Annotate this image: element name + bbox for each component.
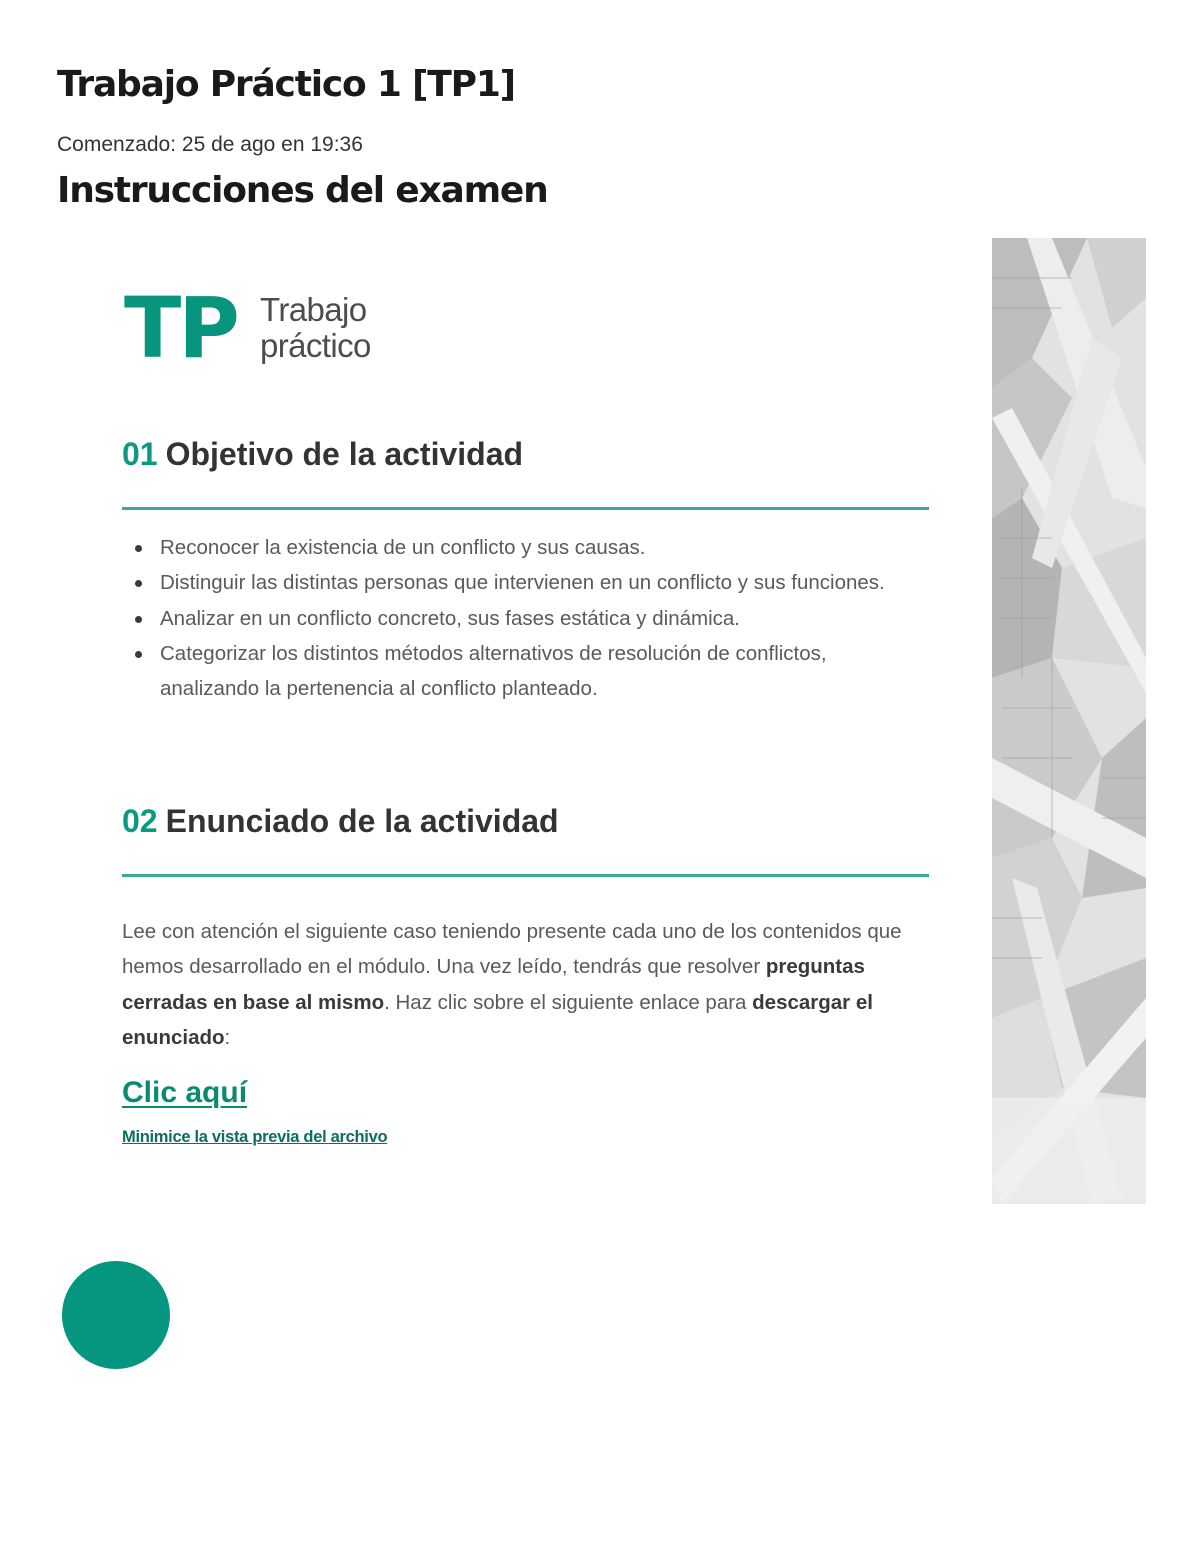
tp-logo-words <box>260 292 371 364</box>
statement-text: . Haz clic sobre el siguiente enlace para <box>384 990 753 1014</box>
section-title: Enunciado de la actividad <box>165 803 559 839</box>
tp-logo-word-2: práctico <box>260 327 371 364</box>
started-timestamp: Comenzado: 25 de ago en 19:36 <box>57 133 363 156</box>
list-item: Analizar en un conflicto concreto, sus fases estática y dinámica. <box>160 601 922 636</box>
section-heading-objective <box>122 436 523 473</box>
statement-bold-text: preguntas cerradas en base al mismo <box>122 955 865 1014</box>
statement-bold-text: descargar el enunciado <box>122 990 873 1049</box>
list-item: Categorizar los distintos métodos alternativos de resolución de conflictos, analizando la pertenencia al conflicto planteado. <box>160 636 922 707</box>
section-title: Objetivo de la actividad <box>165 436 524 472</box>
section-heading-statement <box>122 803 559 840</box>
tp-logo <box>124 279 394 377</box>
list-item: Distinguir las distintas personas que intervienen en un conflicto y sus funciones. <box>160 565 922 600</box>
statement-text: : <box>224 1025 231 1049</box>
download-link[interactable]: Clic aquí <box>122 1076 248 1109</box>
list-item: Reconocer la existencia de un conflicto y sus causas. <box>160 530 922 565</box>
section-number: 01 <box>122 436 158 472</box>
floating-action-button[interactable] <box>62 1261 170 1369</box>
section-divider <box>122 507 929 510</box>
section-divider <box>122 874 929 877</box>
section-number: 02 <box>122 803 158 839</box>
instructions-heading: Instrucciones del examen <box>57 170 548 211</box>
tp-logo-letters: TP <box>124 279 237 377</box>
statement-paragraph <box>122 914 902 1055</box>
decorative-architecture-image <box>992 238 1146 1204</box>
tp-logo-word-1: Trabajo <box>260 291 367 328</box>
objectives-list <box>122 530 922 706</box>
page-title: Trabajo Práctico 1 [TP1] <box>57 64 515 105</box>
statement-text: Lee con atención el siguiente caso teniendo presente cada uno de los contenidos que hemos desarrollado en el módulo. Una vez leído, tendrás que resolver <box>122 920 902 979</box>
minimize-preview-link[interactable]: Minimice la vista previa del archivo <box>122 1128 388 1146</box>
